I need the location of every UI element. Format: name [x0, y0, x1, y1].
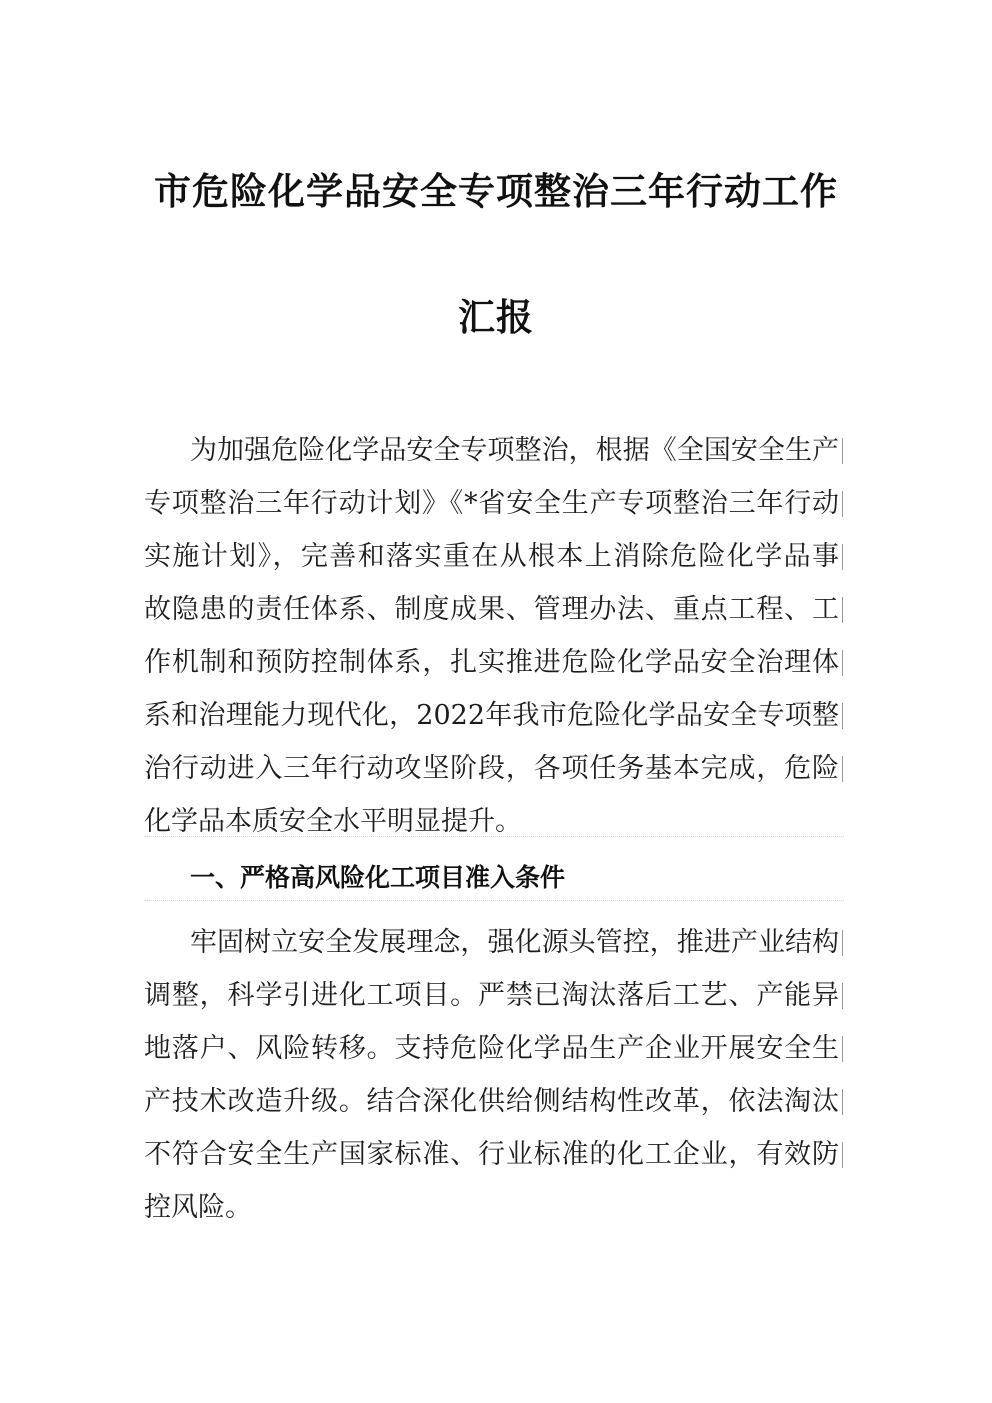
paragraph-line: 治行动进入三年行动攻坚阶段，各项任务基本完成，危险 — [144, 742, 839, 795]
paragraph-line: 作机制和预防控制体系，扎实推进危险化学品安全治理体 — [144, 636, 839, 689]
paragraph-line: 调整，科学引进化工项目。严禁已淘汰落后工艺、产能异 — [144, 969, 839, 1022]
paragraph-line: 产技术改造升级。结合深化供给侧结构性改革，依法淘汰 — [144, 1075, 839, 1128]
document-title-line-1: 市危险化学品安全专项整治三年行动工作 — [154, 170, 838, 213]
paragraph-line: 为加强危险化学品安全专项整治，根据《全国安全生产 — [144, 424, 839, 477]
section-paragraph — [144, 916, 839, 1234]
document-title-line-2: 汇报 — [458, 296, 534, 339]
intro-paragraph — [144, 424, 839, 848]
paragraph-line: 化学品本质安全水平明显提升。 — [144, 806, 522, 837]
paragraph-line: 不符合安全生产国家标准、行业标准的化工企业，有效防 — [144, 1128, 839, 1181]
section-heading: 一、严格高风险化工项目准入条件 — [190, 863, 566, 892]
paragraph-line: 控风险。 — [144, 1192, 252, 1223]
paragraph-line: 牢固树立安全发展理念，强化源头管控，推进产业结构 — [144, 916, 839, 969]
section-divider — [144, 900, 844, 901]
paragraph-line: 故隐患的责任体系、制度成果、管理办法、重点工程、工 — [144, 583, 839, 636]
paragraph-line: 专项整治三年行动计划》《*省安全生产专项整治三年行动 — [144, 477, 839, 530]
paragraph-line: 地落户、风险转移。支持危险化学品生产企业开展安全生 — [144, 1022, 839, 1075]
paragraph-line: 实施计划》，完善和落实重在从根本上消除危险化学品事 — [144, 530, 839, 583]
section-divider — [144, 836, 844, 837]
paragraph-line: 系和治理能力现代化，2022年我市危险化学品安全专项整 — [144, 689, 839, 742]
